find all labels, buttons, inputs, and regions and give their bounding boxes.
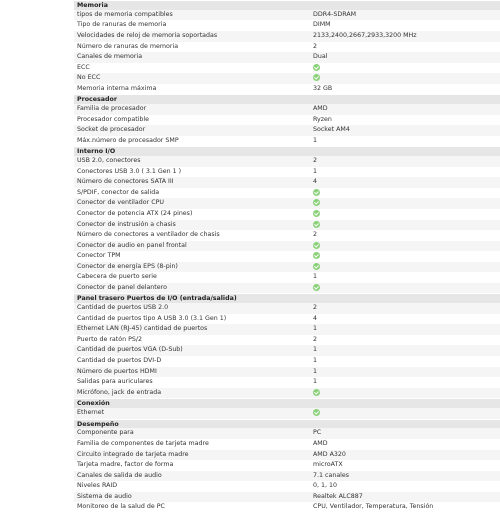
spec-value: Ryzen <box>313 115 332 123</box>
spec-value: 1 <box>313 367 318 375</box>
spec-row <box>74 303 500 314</box>
check-icon <box>313 252 320 259</box>
section-header: Memoria <box>74 0 500 10</box>
check-icon <box>313 64 320 71</box>
spec-label: Número de conectores SATA III <box>77 178 174 186</box>
spec-row <box>74 188 500 199</box>
spec-value: microATX <box>313 461 343 469</box>
spec-label: Conector de energía EPS (8-pin) <box>77 262 178 270</box>
spec-label: Puerto de ratón PS/2 <box>77 335 143 343</box>
spec-label: Cabecera de puerto serie <box>77 273 157 281</box>
spec-row <box>74 177 500 188</box>
spec-row <box>74 251 500 262</box>
spec-value: AMD <box>313 440 328 448</box>
spec-row <box>74 73 500 84</box>
spec-value: 1 <box>313 356 318 364</box>
spec-value: 2 <box>313 335 318 343</box>
spec-label: Velocidades de reloj de memoria soportadas <box>77 31 218 39</box>
spec-label: Conectores USB 3.0 ( 3.1 Gen 1 ) <box>77 167 182 175</box>
spec-value-check <box>313 408 320 420</box>
spec-value-check <box>313 283 320 295</box>
spec-row <box>74 156 500 167</box>
spec-row <box>74 460 500 471</box>
spec-label: Cantidad de puertos DVI-D <box>77 356 162 364</box>
spec-label: Componente para <box>77 429 134 437</box>
section-header: Interno I/O <box>74 146 500 156</box>
spec-value: 7.1 canales <box>313 471 350 479</box>
spec-value: 1 <box>313 325 318 333</box>
spec-value: Realtek ALC887 <box>313 492 363 500</box>
check-icon <box>313 242 320 249</box>
spec-row <box>74 450 500 461</box>
spec-value: Socket AM4 <box>313 126 350 134</box>
spec-label: Número de ranuras de memoria <box>77 42 179 50</box>
spec-label: USB 2.0, conectores <box>77 157 141 165</box>
spec-row <box>74 388 500 399</box>
spec-value: 2 <box>313 231 318 239</box>
spec-row <box>74 345 500 356</box>
spec-value: PC <box>313 429 322 437</box>
spec-label: Cantidad de puertos USB 2.0 <box>77 304 169 312</box>
spec-row <box>74 367 500 378</box>
spec-label: ECC <box>77 63 90 71</box>
check-icon <box>313 189 320 196</box>
spec-value: Dual <box>313 53 328 61</box>
spec-label: S/PDIF, conector de salida <box>77 188 160 196</box>
spec-label: Familia de procesador <box>77 105 147 113</box>
section-header: Desempeño <box>74 419 500 429</box>
spec-row <box>74 84 500 95</box>
spec-label: Máx.número de procesador SMP <box>77 136 179 144</box>
spec-label: Canales de memoria <box>77 53 143 61</box>
spec-row <box>74 324 500 335</box>
spec-value: 1 <box>313 346 318 354</box>
spec-label: Sistema de audio <box>77 492 132 500</box>
check-icon <box>313 409 320 416</box>
spec-label: Conector TPM <box>77 252 121 260</box>
spec-row <box>74 10 500 21</box>
spec-label: Procesador compatible <box>77 115 150 123</box>
spec-row <box>74 408 500 419</box>
check-icon <box>313 263 320 270</box>
check-icon <box>313 284 320 291</box>
spec-label: Número de conectores a ventilador de chasis <box>77 231 220 239</box>
spec-row <box>74 209 500 220</box>
check-icon <box>313 74 320 81</box>
spec-value: 1 <box>313 136 318 144</box>
spec-row <box>74 314 500 325</box>
spec-value: 1 <box>313 273 318 281</box>
spec-label: Número de puertos HDMI <box>77 367 157 375</box>
spec-label: Salidas para auriculares <box>77 378 153 386</box>
spec-value: 1 <box>313 167 318 175</box>
spec-label: Ethernet <box>77 409 105 417</box>
spec-label: Conector de audio en panel frontal <box>77 241 187 249</box>
spec-row <box>74 262 500 273</box>
spec-label: Micrófono, jack de entrada <box>77 388 162 396</box>
spec-row <box>74 167 500 178</box>
spec-label: Ethernet LAN (RJ-45) cantidad de puertos <box>77 325 208 333</box>
spec-label: Monitoreo de la salud de PC <box>77 503 165 511</box>
spec-label: No ECC <box>77 74 101 82</box>
spec-value: DDR4-SDRAM <box>313 10 357 18</box>
spec-value: 32 GB <box>313 84 333 92</box>
spec-row <box>74 115 500 126</box>
spec-row <box>74 481 500 492</box>
spec-value: AMD A320 <box>313 450 346 458</box>
spec-label: Tarjeta madre, factor de forma <box>77 461 174 469</box>
spec-row <box>74 136 500 147</box>
spec-row <box>74 198 500 209</box>
spec-row <box>74 471 500 482</box>
spec-label: Niveles RAID <box>77 482 118 490</box>
spec-row <box>74 492 500 503</box>
spec-label: Memoria interna máxima <box>77 84 157 92</box>
spec-label: Conector de panel delantero <box>77 283 167 291</box>
spec-value: 4 <box>313 178 318 186</box>
section-header: Procesador <box>74 94 500 104</box>
spec-row <box>74 272 500 283</box>
spec-row <box>74 52 500 63</box>
spec-label: Circuito integrado de tarjeta madre <box>77 450 189 458</box>
spec-label: tipos de memoria compatibles <box>77 10 173 18</box>
spec-row <box>74 125 500 136</box>
spec-value: 4 <box>313 314 318 322</box>
spec-value: 2 <box>313 42 318 50</box>
spec-row <box>74 241 500 252</box>
section-header: Panel trasero Puertos de I/O (entrada/salida) <box>74 293 500 303</box>
spec-row <box>74 377 500 388</box>
spec-row <box>74 439 500 450</box>
spec-value: 0, 1, 10 <box>313 482 338 490</box>
spec-label: Tipo de ranuras de memoria <box>77 21 167 29</box>
spec-label: Conector de ventilador CPU <box>77 199 165 207</box>
spec-row <box>74 220 500 231</box>
spec-label: Cantidad de puertos VGA (D-Sub) <box>77 346 183 354</box>
spec-row <box>74 42 500 53</box>
spec-label: Familia de componentes de tarjeta madre <box>77 440 209 448</box>
spec-row <box>74 428 500 439</box>
spec-row <box>74 335 500 346</box>
spec-row <box>74 31 500 42</box>
check-icon <box>313 210 320 217</box>
check-icon <box>313 199 320 206</box>
spec-row <box>74 63 500 74</box>
spec-value-check <box>313 388 320 400</box>
spec-value: 2 <box>313 304 318 312</box>
spec-value: 2 <box>313 157 318 165</box>
spec-value: DIMM <box>313 21 331 29</box>
spec-label: Cantidad de puertos tipo A USB 3.0 (3.1 Gen 1) <box>77 314 227 322</box>
spec-row <box>74 20 500 31</box>
spec-row <box>74 230 500 241</box>
spec-row <box>74 104 500 115</box>
spec-value: 2133,2400,2667,2933,3200 MHz <box>313 31 417 39</box>
spec-label: Conector de potencia ATX (24 pines) <box>77 209 193 217</box>
spec-label: Canales de salida de audio <box>77 471 162 479</box>
check-icon <box>313 221 320 228</box>
spec-value: AMD <box>313 105 328 113</box>
spec-value: CPU, Ventilador, Temperatura, Tensión <box>313 503 434 511</box>
spec-label: Conector de instrusión a chasis <box>77 220 176 228</box>
spec-row <box>74 283 500 294</box>
spec-row <box>74 356 500 367</box>
spec-value: 1 <box>313 378 318 386</box>
section-header: Conexión <box>74 398 500 408</box>
check-icon <box>313 389 320 396</box>
spec-label: Socket de procesador <box>77 126 146 134</box>
spec-table <box>74 0 500 513</box>
spec-row <box>74 502 500 513</box>
